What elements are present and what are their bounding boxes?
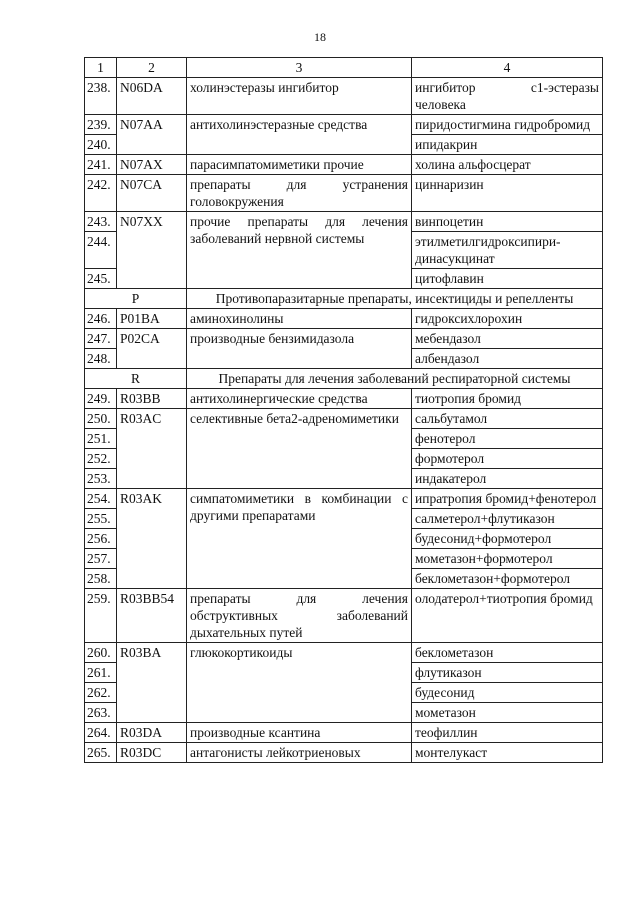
drug-name: холина альфосцерат	[412, 155, 603, 175]
table-row	[85, 643, 603, 663]
table-row	[85, 409, 603, 429]
drug-name: мебендазол	[412, 329, 603, 349]
drug-group: антихолинэстеразные средства	[187, 115, 412, 155]
drug-group: холинэстеразы ингибитор	[187, 78, 412, 115]
table-row	[85, 489, 603, 509]
drug-table	[84, 57, 603, 763]
drug-name: сальбутамол	[412, 409, 603, 429]
drug-group: симпатомиметики в комбинации с другими препаратами	[187, 489, 412, 589]
row-number: 259.	[85, 589, 117, 643]
drug-name: пиридостигмина гидробромид	[412, 115, 603, 135]
drug-name: индакатерол	[412, 469, 603, 489]
row-number: 250.	[85, 409, 117, 429]
row-number: 256.	[85, 529, 117, 549]
table-row	[85, 155, 603, 175]
drug-name: ингибитор с1-эстеразы человека	[412, 78, 603, 115]
row-number: 246.	[85, 309, 117, 329]
drug-name: винпоцетин	[412, 212, 603, 232]
table-row	[85, 589, 603, 643]
row-number: 238.	[85, 78, 117, 115]
drug-name: олодатерол+тиотропия бромид	[412, 589, 603, 643]
row-number: 248.	[85, 349, 117, 369]
table-row	[85, 723, 603, 743]
header-cell-3: 3	[187, 58, 412, 78]
drug-name: гидроксихлорохин	[412, 309, 603, 329]
drug-group: прочие препараты для лечения заболеваний нервной системы	[187, 212, 412, 289]
row-number: 244.	[85, 232, 117, 269]
row-number: 240.	[85, 135, 117, 155]
header-row	[85, 58, 603, 78]
table-body	[85, 58, 603, 763]
row-number: 249.	[85, 389, 117, 409]
drug-name: монтелукаст	[412, 743, 603, 763]
section-code: P	[85, 289, 187, 309]
section-code: R	[85, 369, 187, 389]
row-number: 252.	[85, 449, 117, 469]
atc-code: P01BA	[117, 309, 187, 329]
drug-group: препараты для устранения головокружения	[187, 175, 412, 212]
section-row	[85, 369, 603, 389]
drug-name: будесонид+формотерол	[412, 529, 603, 549]
atc-code: R03BB	[117, 389, 187, 409]
section-title: Препараты для лечения заболеваний респираторной системы	[187, 369, 603, 389]
drug-name: будесонид	[412, 683, 603, 703]
atc-code: N07XX	[117, 212, 187, 289]
row-number: 262.	[85, 683, 117, 703]
drug-name: флутиказон	[412, 663, 603, 683]
atc-code: N06DA	[117, 78, 187, 115]
drug-name: теофиллин	[412, 723, 603, 743]
row-number: 253.	[85, 469, 117, 489]
table-row	[85, 78, 603, 115]
table-row	[85, 389, 603, 409]
drug-group: препараты для лечения обструктивных заболеваний дыхательных путей	[187, 589, 412, 643]
drug-name: албендазол	[412, 349, 603, 369]
atc-code: N07AA	[117, 115, 187, 155]
drug-group: производные бензимидазола	[187, 329, 412, 369]
drug-group: производные ксантина	[187, 723, 412, 743]
row-number: 257.	[85, 549, 117, 569]
row-number: 251.	[85, 429, 117, 449]
row-number: 255.	[85, 509, 117, 529]
drug-name: салметерол+флутиказон	[412, 509, 603, 529]
drug-name: цитофлавин	[412, 269, 603, 289]
atc-code: R03BB54	[117, 589, 187, 643]
section-title: Противопаразитарные препараты, инсектициды и репелленты	[187, 289, 603, 309]
header-cell-1: 1	[85, 58, 117, 78]
drug-name: мометазон	[412, 703, 603, 723]
table-row	[85, 115, 603, 135]
atc-code: R03BA	[117, 643, 187, 723]
row-number: 263.	[85, 703, 117, 723]
table-row	[85, 212, 603, 232]
table-row	[85, 329, 603, 349]
atc-code: P02CA	[117, 329, 187, 369]
row-number: 242.	[85, 175, 117, 212]
atc-code: N07CA	[117, 175, 187, 212]
row-number: 241.	[85, 155, 117, 175]
drug-name: мометазон+формотерол	[412, 549, 603, 569]
drug-name: беклометазон	[412, 643, 603, 663]
drug-name: циннаризин	[412, 175, 603, 212]
drug-group: антихолинергические средства	[187, 389, 412, 409]
page-number: 18	[314, 30, 326, 44]
row-number: 247.	[85, 329, 117, 349]
row-number: 254.	[85, 489, 117, 509]
atc-code: R03AK	[117, 489, 187, 589]
row-number: 258.	[85, 569, 117, 589]
atc-code: R03AC	[117, 409, 187, 489]
row-number: 260.	[85, 643, 117, 663]
atc-code: R03DC	[117, 743, 187, 763]
table-row	[85, 743, 603, 763]
atc-code: R03DA	[117, 723, 187, 743]
drug-group: глюкокортикоиды	[187, 643, 412, 723]
row-number: 239.	[85, 115, 117, 135]
drug-name: ипратропия бромид+фенотерол	[412, 489, 603, 509]
row-number: 265.	[85, 743, 117, 763]
atc-code: N07AX	[117, 155, 187, 175]
row-number: 264.	[85, 723, 117, 743]
row-number: 245.	[85, 269, 117, 289]
header-cell-2: 2	[117, 58, 187, 78]
drug-name: этилметилгидроксипири-динасукцинат	[412, 232, 603, 269]
table-row	[85, 309, 603, 329]
drug-name: фенотерол	[412, 429, 603, 449]
drug-group: селективные бета2-адреномиметики	[187, 409, 412, 489]
drug-group: аминохинолины	[187, 309, 412, 329]
drug-name: тиотропия бромид	[412, 389, 603, 409]
drug-group: антагонисты лейкотриеновых	[187, 743, 412, 763]
drug-group: парасимпатомиметики прочие	[187, 155, 412, 175]
drug-name: беклометазон+формотерол	[412, 569, 603, 589]
table-row	[85, 175, 603, 212]
drug-name: формотерол	[412, 449, 603, 469]
header-cell-4: 4	[412, 58, 603, 78]
section-row	[85, 289, 603, 309]
row-number: 261.	[85, 663, 117, 683]
drug-name: ипидакрин	[412, 135, 603, 155]
row-number: 243.	[85, 212, 117, 232]
